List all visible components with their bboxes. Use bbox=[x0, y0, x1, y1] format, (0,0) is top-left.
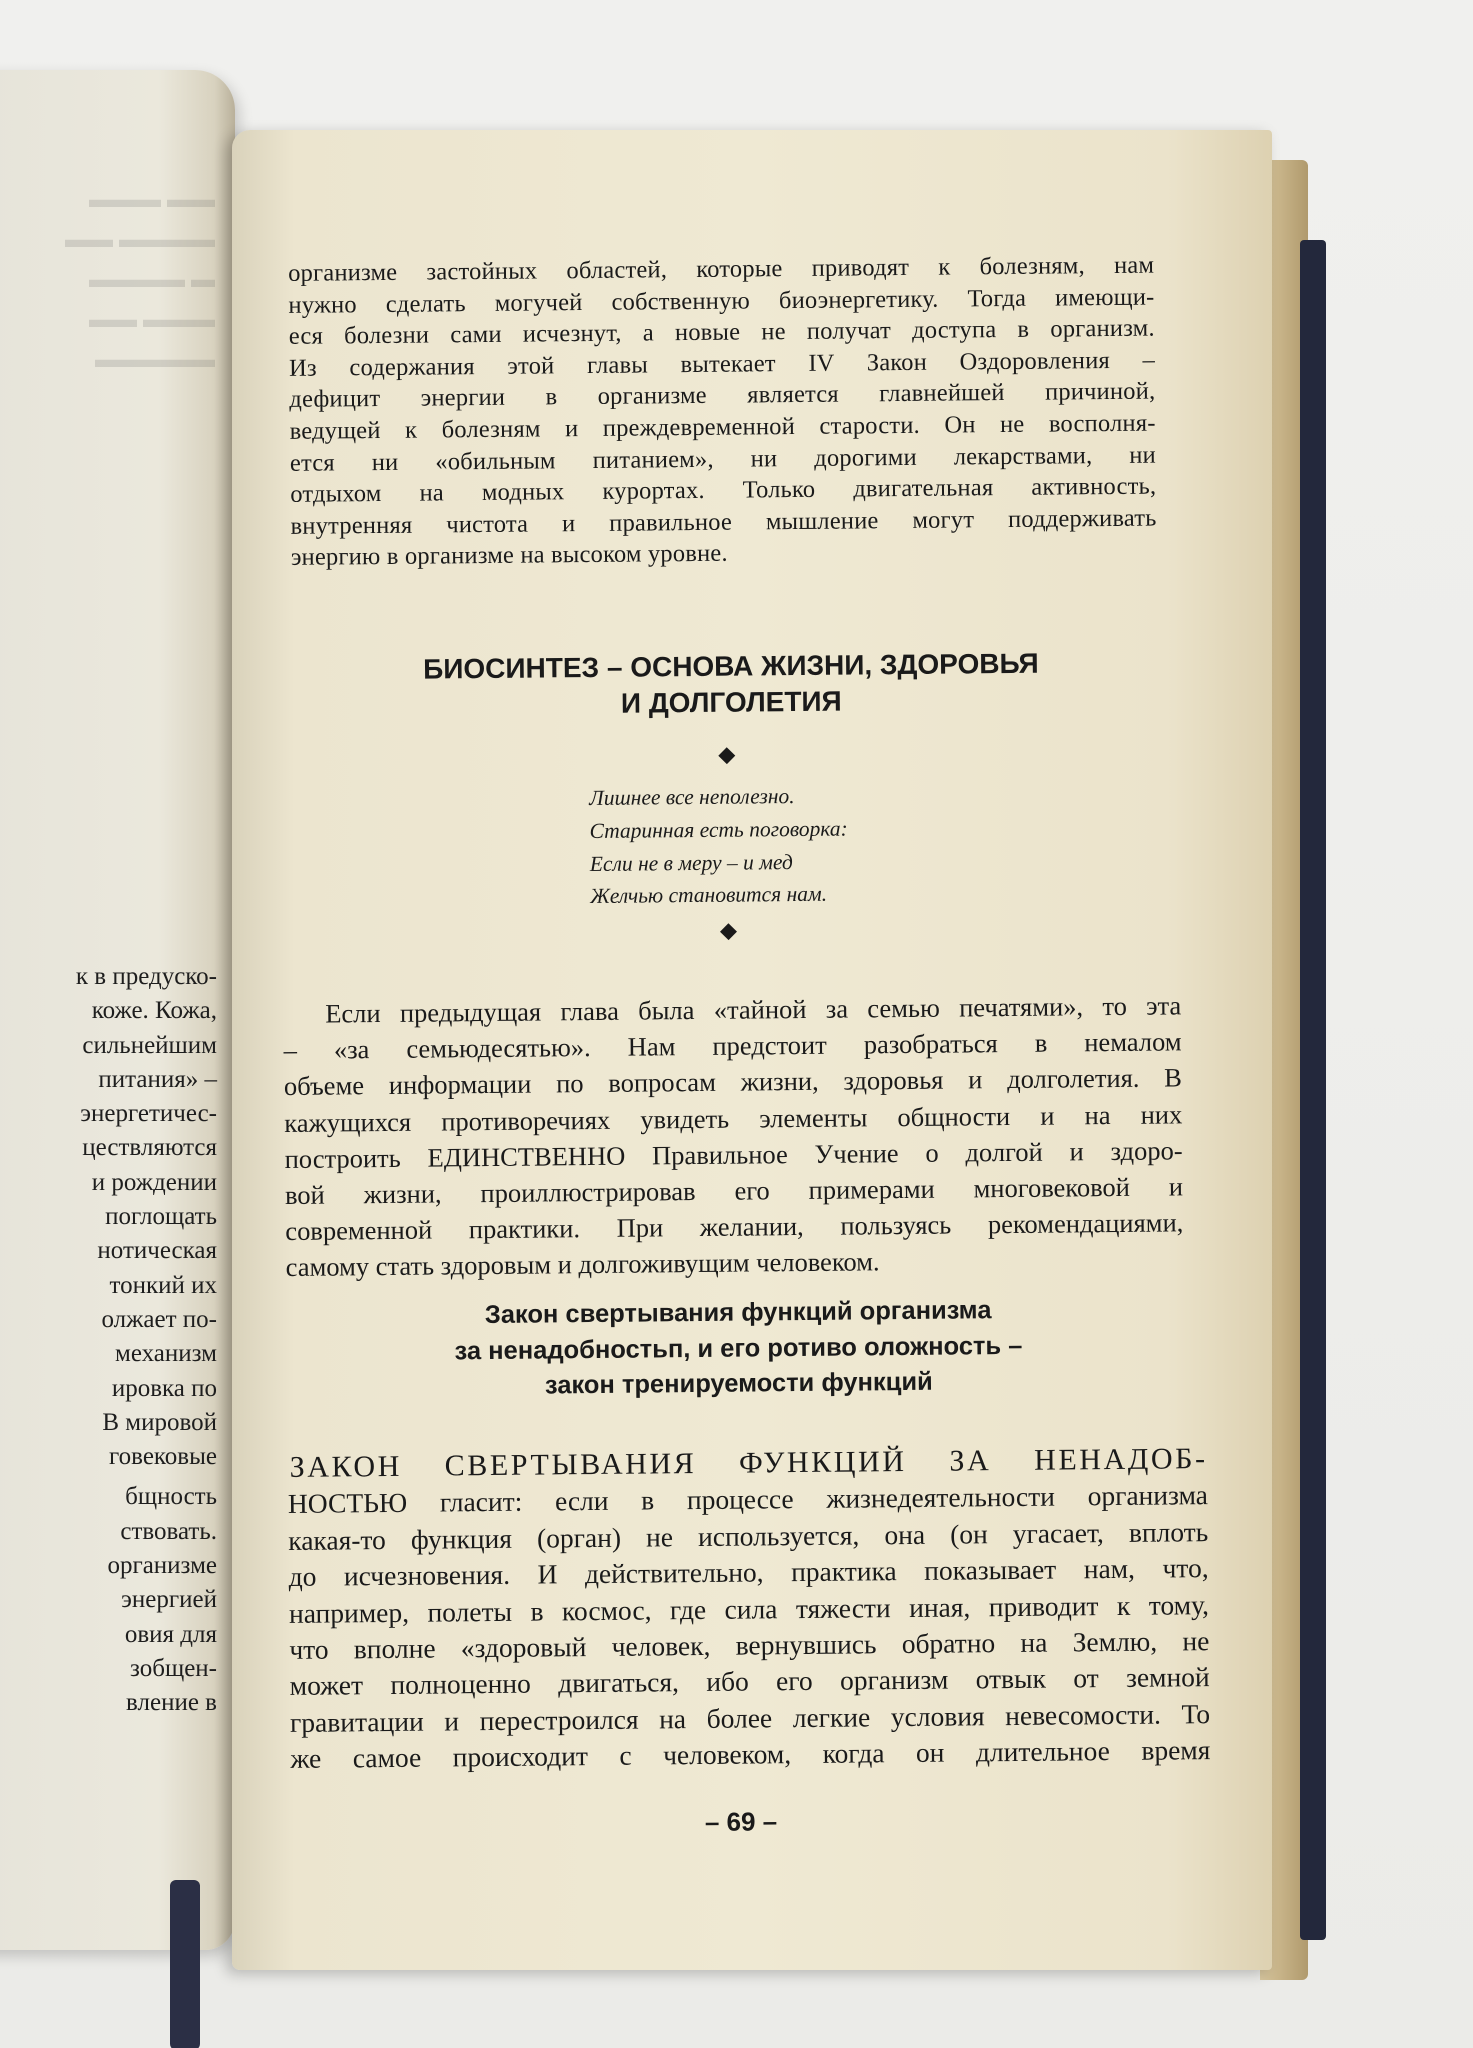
left-line: бщность bbox=[125, 1483, 217, 1511]
section-heading bbox=[298, 1291, 1179, 1406]
text-line: что вполне «здоровый человек, вернувшись обратно на Землю, не bbox=[289, 1625, 1210, 1665]
text-line: же самое происходит с человеком, когда он длительное время bbox=[290, 1734, 1211, 1775]
left-line: овия для bbox=[124, 1620, 217, 1648]
book-cover-edge bbox=[1300, 240, 1326, 1940]
left-line: нотическая bbox=[97, 1237, 217, 1265]
left-line: сильнейшим bbox=[82, 1031, 217, 1059]
section-heading-line: за ненадобностьп, и его ротиво оложность – bbox=[454, 1331, 1023, 1365]
left-line: питания» – bbox=[98, 1065, 217, 1093]
text-line: объеме информации по вопросам жизни, здоровья и долголетия. В bbox=[283, 1062, 1183, 1102]
left-line: тонкий их bbox=[109, 1271, 217, 1299]
text-line: отдыхом на модных курортах. Только двигательная активность, bbox=[290, 472, 1157, 509]
chapter-heading bbox=[316, 645, 1147, 725]
text-line: кажущихся противоречиях увидеть элементы общности и на них bbox=[284, 1098, 1183, 1138]
left-line: к в предуско- bbox=[75, 963, 217, 990]
left-line: организме bbox=[107, 1552, 217, 1580]
text-line: вой жизни, проиллюстрировав его примерами многовековой и bbox=[284, 1171, 1184, 1210]
text-line: гравитации и перестроился на более легкие условия невесомости. То bbox=[289, 1697, 1211, 1738]
text-line: – «за семьюдесятью». Нам предстоит разобраться в немалом bbox=[283, 1026, 1182, 1066]
text-line: организме застойных областей, которые приводят к болезням, нам bbox=[288, 251, 1155, 287]
left-line: механизм bbox=[115, 1340, 217, 1368]
left-line: говековые bbox=[109, 1443, 217, 1471]
left-line: ствовать. bbox=[120, 1517, 217, 1545]
page-number: – 69 – bbox=[704, 1806, 778, 1837]
left-line: поглощать bbox=[105, 1203, 217, 1231]
left-line: энергией bbox=[121, 1586, 217, 1614]
section-heading-line: Закон свертывания функций организма bbox=[484, 1296, 992, 1330]
left-line: цествляются bbox=[82, 1134, 217, 1162]
epigraph-line: Если не в меру – и мед bbox=[589, 849, 793, 876]
left-page bbox=[0, 70, 235, 1950]
text-line: еся болезни сами исчезнут, а новые не получат доступа в организм. bbox=[288, 314, 1155, 351]
epigraph-line: Лишнее все неполезно. bbox=[589, 784, 795, 811]
chapter-heading-line: И ДОЛГОЛЕТИЯ bbox=[620, 685, 842, 719]
text-line: самому стать здоровым и долгоживущим человеком. bbox=[285, 1246, 880, 1283]
chapter-heading-line: БИОСИНТЕЗ – ОСНОВА ЖИЗНИ, ЗДОРОВЬЯ bbox=[423, 647, 1039, 685]
left-line: В мировой bbox=[102, 1408, 217, 1436]
text-line: ется ни «обильным питанием», ни дорогими лекарствами, ни bbox=[289, 441, 1157, 477]
text-line: внутренняя чистота и правильное мышление могут поддерживать bbox=[290, 504, 1157, 540]
left-line: вление в bbox=[126, 1689, 217, 1717]
intro-paragraph bbox=[283, 987, 1184, 1285]
epigraph-line: Старинная есть поговорка: bbox=[589, 816, 848, 843]
text-line: Из содержания этой главы вытекает IV Закон Оздоровления – bbox=[288, 346, 1156, 382]
text-line: НОСТЬЮ гласит: если в процессе жизнедеятельности организма bbox=[287, 1479, 1209, 1520]
text-line: дефицит энергии в организме является главнейшей причиной, bbox=[289, 377, 1156, 414]
section-heading-line: закон тренируемости функций bbox=[544, 1367, 933, 1400]
left-page-faded-text: ▬▬▬ ▬▬ ▬▬ ▬▬▬▬ ▬▬▬▬ ▬ ▬▬ ▬▬▬ ▬▬▬▬▬ bbox=[65, 187, 215, 373]
text-line: ЗАКОН СВЕРТЫВАНИЯ ФУНКЦИЙ ЗА НЕНАДОБ- bbox=[289, 1442, 1208, 1484]
left-line: и рождении bbox=[91, 1168, 217, 1196]
epigraph-line: Желчью становится нам. bbox=[590, 882, 828, 909]
left-page-text bbox=[0, 960, 217, 1721]
text-line: Если предыдущая глава была «тайной за семью печатями», то эта bbox=[325, 990, 1182, 1029]
law-paragraph bbox=[287, 1441, 1210, 1777]
text-line: энергию в организме на высоком уровне. bbox=[290, 540, 728, 572]
text-line: может полноценно двигаться, ибо его организм отвык от земной bbox=[289, 1661, 1210, 1702]
left-line: зобщен- bbox=[130, 1654, 217, 1682]
left-line: ировка по bbox=[111, 1374, 217, 1402]
text-line: ведущей к болезням и преждевременной старости. Он не восполня- bbox=[289, 409, 1156, 445]
text-line: нужно сделать могучей собственную биоэнергетику. Тогда имеющи- bbox=[288, 283, 1155, 319]
epigraph bbox=[589, 780, 848, 914]
left-line: олжает по- bbox=[101, 1305, 217, 1333]
text-line: до исчезновения. И действительно, практика показывает нам, что, bbox=[288, 1552, 1209, 1593]
text-line: например, полеты в космос, где сила тяжести иная, приводит к тому, bbox=[288, 1588, 1210, 1629]
paragraph-continued bbox=[288, 250, 1157, 574]
left-line: энергетичес- bbox=[80, 1100, 217, 1128]
text-line: современной практики. При желании, пользуясь рекомендациями, bbox=[285, 1207, 1184, 1247]
left-line: коже. Кожа, bbox=[91, 997, 217, 1025]
text-line: построить ЕДИНСТВЕННО Правильное Учение о долгой и здоро- bbox=[284, 1135, 1183, 1174]
text-line: какая-то функция (орган) не используется, она (он угасает, вплоть bbox=[288, 1515, 1209, 1556]
book-spine bbox=[170, 1880, 200, 2048]
